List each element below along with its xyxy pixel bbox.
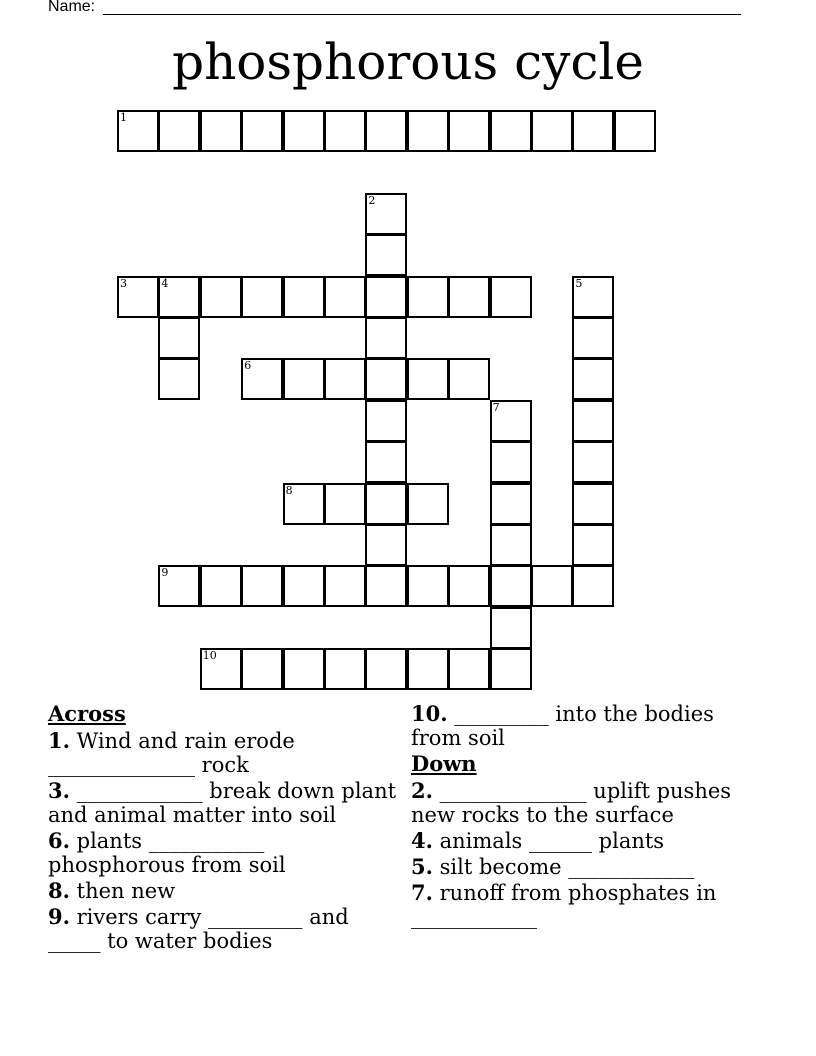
grid-cell[interactable]: [490, 441, 532, 483]
grid-cell[interactable]: [158, 317, 200, 359]
grid-cell[interactable]: [407, 358, 449, 400]
grid-cell[interactable]: [572, 400, 614, 442]
clue-number: 1.: [48, 728, 70, 753]
clue-number: 9.: [48, 904, 70, 929]
cell-number: 8: [285, 483, 293, 497]
grid-cell[interactable]: [572, 565, 614, 607]
clue-down-4: [411, 829, 763, 853]
grid-cell[interactable]: [365, 483, 407, 525]
grid-cell[interactable]: [365, 648, 407, 690]
grid-cell[interactable]: [365, 193, 407, 235]
clue-text: Wind and rain erode ______________ rock: [48, 729, 295, 777]
down-heading: Down: [411, 751, 477, 776]
clue-number: 10.: [411, 701, 448, 726]
cell-number: 9: [161, 566, 169, 580]
clue-across-1: [48, 729, 400, 777]
grid-cell[interactable]: [200, 276, 242, 318]
grid-cell[interactable]: [117, 276, 159, 318]
grid-cell[interactable]: [572, 483, 614, 525]
clue-number: 6.: [48, 828, 70, 853]
grid-cell[interactable]: [490, 483, 532, 525]
grid-cell[interactable]: [324, 110, 366, 152]
grid-cell[interactable]: [531, 110, 573, 152]
grid-cell[interactable]: [407, 110, 449, 152]
clues-right-column: [411, 702, 763, 931]
grid-cell[interactable]: [531, 565, 573, 607]
grid-cell[interactable]: [158, 110, 200, 152]
grid-cell[interactable]: [158, 565, 200, 607]
clue-down-5: [411, 855, 763, 879]
across-heading: Across: [48, 701, 126, 726]
clue-across-9: [48, 905, 400, 953]
clue-number: 5.: [411, 854, 433, 879]
grid-cell[interactable]: [241, 358, 283, 400]
grid-cell[interactable]: [200, 110, 242, 152]
page-title: phosphorous cycle: [172, 33, 644, 91]
grid-cell[interactable]: [324, 358, 366, 400]
clue-text: ____________ break down plant and animal matter into soil: [48, 779, 397, 827]
clue-number: 8.: [48, 878, 70, 903]
grid-cell[interactable]: [324, 483, 366, 525]
grid-cell[interactable]: [365, 234, 407, 276]
grid-cell[interactable]: [572, 524, 614, 566]
grid-cell[interactable]: [324, 648, 366, 690]
grid-cell[interactable]: [407, 483, 449, 525]
clue-text: then new: [76, 879, 176, 903]
clue-text: runoff from phosphates in ____________: [411, 881, 717, 929]
cell-number: 5: [575, 276, 583, 290]
grid-cell[interactable]: [365, 358, 407, 400]
grid-cell[interactable]: [614, 110, 656, 152]
grid-cell[interactable]: [448, 565, 490, 607]
grid-cell[interactable]: [448, 276, 490, 318]
cell-number: 1: [120, 111, 127, 124]
grid-cell[interactable]: [572, 276, 614, 318]
cell-number: 7: [492, 400, 500, 414]
clue-number: 7.: [411, 880, 433, 905]
grid-cell[interactable]: [158, 276, 200, 318]
grid-cell[interactable]: [283, 358, 325, 400]
grid-cell[interactable]: [365, 400, 407, 442]
cell-number: 3: [120, 276, 127, 290]
grid-cell[interactable]: [283, 648, 325, 690]
grid-cell[interactable]: [448, 358, 490, 400]
grid-cell[interactable]: [365, 441, 407, 483]
grid-cell[interactable]: [407, 276, 449, 318]
grid-cell[interactable]: [158, 358, 200, 400]
grid-cell[interactable]: [241, 276, 283, 318]
grid-cell[interactable]: [283, 110, 325, 152]
clue-text: silt become ____________: [439, 855, 695, 879]
grid-cell[interactable]: [365, 524, 407, 566]
clue-text: animals ______ plants: [439, 829, 665, 853]
grid-cell[interactable]: [490, 276, 532, 318]
cell-number: 10: [202, 649, 217, 663]
grid-cell[interactable]: [572, 358, 614, 400]
grid-cell[interactable]: [448, 648, 490, 690]
clue-number: 4.: [411, 828, 433, 853]
clue-across-10: [411, 702, 763, 750]
clue-number: 2.: [411, 778, 433, 803]
grid-cell[interactable]: [241, 648, 283, 690]
clue-text: _________ into the bodies from soil: [411, 702, 714, 750]
clue-text: rivers carry _________ and _____ to water bodies: [48, 905, 349, 953]
cell-number: 2: [368, 193, 376, 207]
grid-cell[interactable]: [407, 648, 449, 690]
cell-number: 6: [244, 359, 252, 373]
grid-cell[interactable]: [241, 110, 283, 152]
clue-down-2: [411, 779, 763, 827]
cell-number: 4: [161, 276, 169, 290]
grid-cell[interactable]: [490, 648, 532, 690]
grid-cell[interactable]: [283, 276, 325, 318]
grid-cell[interactable]: [283, 483, 325, 525]
grid-cell[interactable]: [241, 565, 283, 607]
grid-cell[interactable]: [200, 648, 242, 690]
grid-cell[interactable]: [572, 110, 614, 152]
grid-cell[interactable]: [490, 565, 532, 607]
grid-cell[interactable]: [365, 317, 407, 359]
clue-down-7: [411, 881, 763, 929]
grid-cell[interactable]: [572, 317, 614, 359]
grid-cell[interactable]: [448, 110, 490, 152]
grid-cell[interactable]: [365, 276, 407, 318]
grid-cell[interactable]: [407, 565, 449, 607]
clue-across-6: [48, 829, 400, 877]
grid-cell[interactable]: [490, 607, 532, 649]
clue-number: 3.: [48, 778, 70, 803]
clue-text: plants ___________ phosphorous from soil: [48, 829, 286, 877]
grid-cell[interactable]: [324, 276, 366, 318]
grid-cell[interactable]: [490, 400, 532, 442]
clue-across-3: [48, 779, 400, 827]
grid-cell[interactable]: [490, 110, 532, 152]
grid-cell[interactable]: [117, 110, 159, 152]
name-label: Name:: [48, 0, 96, 15]
clue-across-8: [48, 879, 400, 903]
clue-text: ______________ uplift pushes new rocks to the surface: [411, 779, 732, 827]
grid-cell[interactable]: [200, 565, 242, 607]
grid-cell[interactable]: [324, 565, 366, 607]
grid-cell[interactable]: [283, 565, 325, 607]
grid-cell[interactable]: [365, 110, 407, 152]
grid-cell[interactable]: [490, 524, 532, 566]
grid-cell[interactable]: [365, 565, 407, 607]
grid-cell[interactable]: [572, 441, 614, 483]
clues-left-column: [48, 702, 400, 955]
